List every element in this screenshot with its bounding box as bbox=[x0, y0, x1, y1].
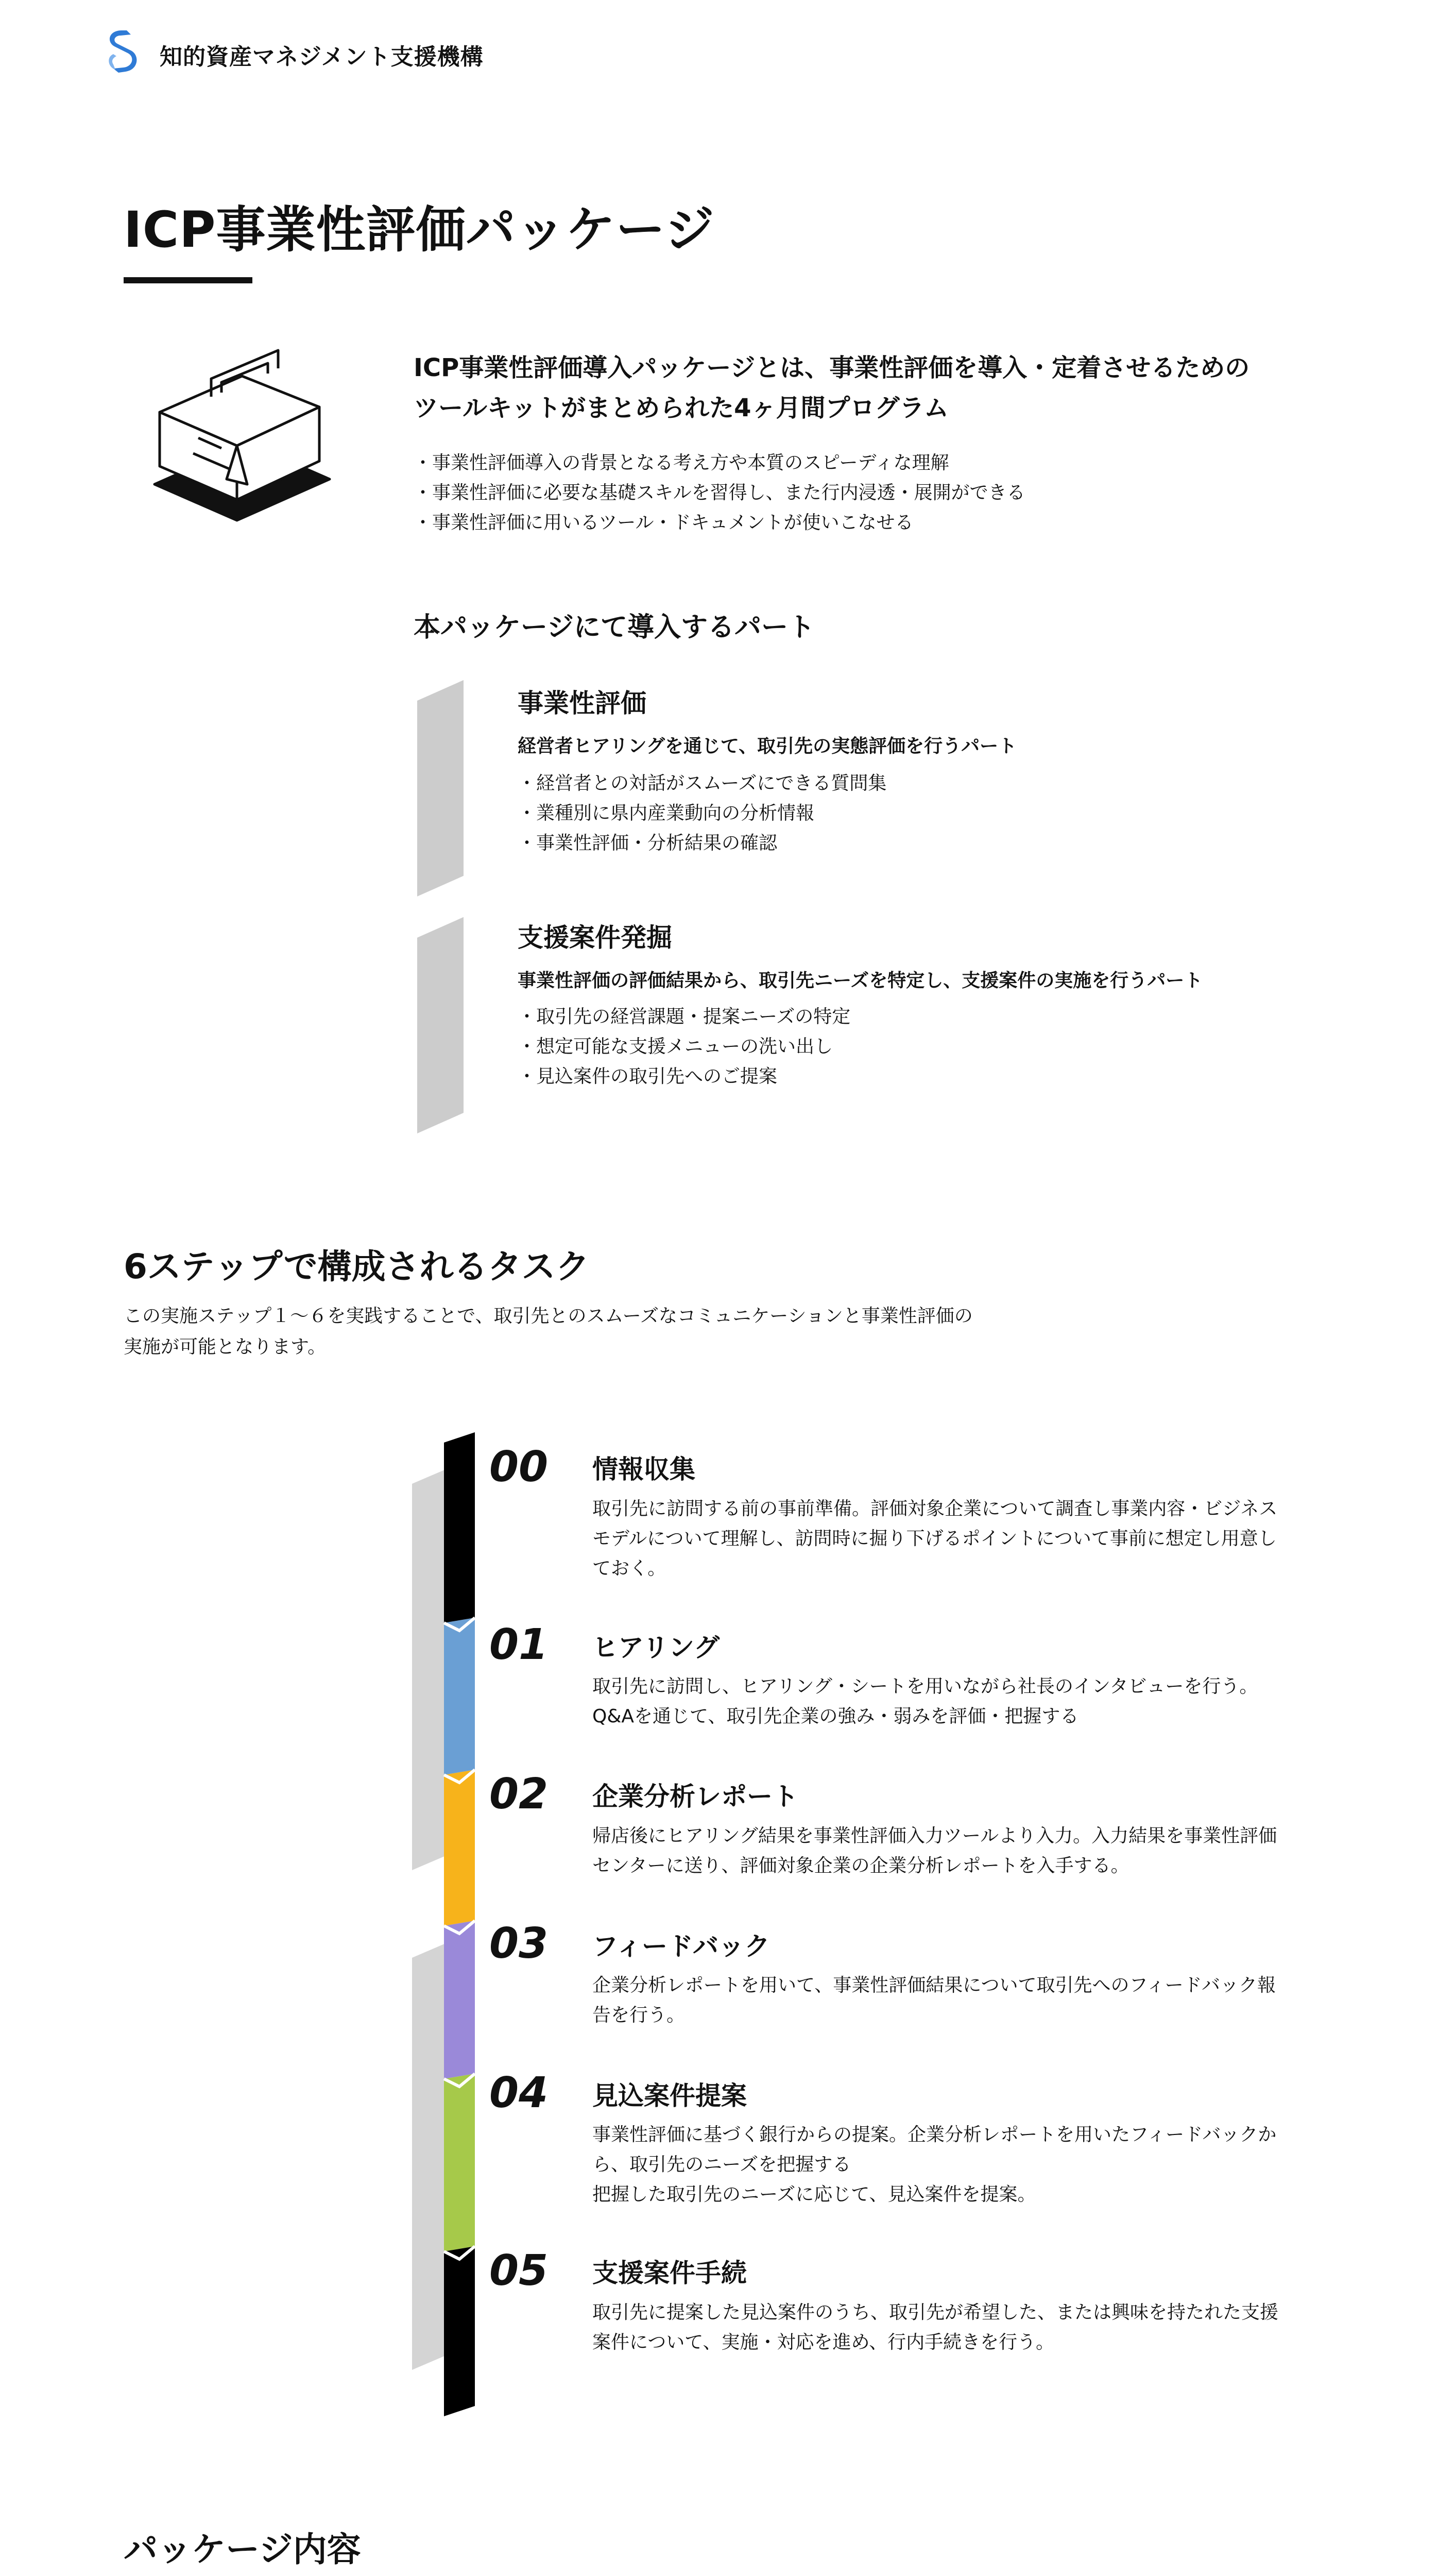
step-number-04: 04 bbox=[489, 2069, 549, 2117]
intro-headline-line-2: ツールキットがまとめられた4ヶ月間プログラム bbox=[414, 394, 949, 422]
step-desc-line: ておく。 bbox=[592, 1558, 666, 1579]
list-item: ・業種別に県内産業動向の分析情報 bbox=[518, 803, 815, 824]
step-desc-02 bbox=[592, 1821, 1313, 1881]
step-desc-line: 帰店後にヒアリング結果を事業性評価入力ツールより入力。入力結果を事業性評価 bbox=[592, 1825, 1277, 1846]
steps-section-title: 6ステップで構成されるタスク bbox=[124, 1247, 590, 1286]
list-item: ・事業性評価・分析結果の確認 bbox=[518, 833, 778, 854]
step-desc-line: モデルについて理解し、訪問時に掘り下げるポイントについて事前に想定し用意し bbox=[592, 1528, 1277, 1549]
title-underline bbox=[124, 277, 252, 283]
step-title-05: 支援案件手続 bbox=[592, 2258, 747, 2288]
part-bullet-list-support bbox=[518, 1002, 1290, 1092]
step-desc-line: 取引先に提案した見込案件のうち、取引先が希望した、または興味を持たれた支援 bbox=[592, 2302, 1279, 2323]
org-name[interactable]: 知的資産マネジメント支援機構 bbox=[160, 44, 484, 70]
step-desc-line: 告を行う。 bbox=[592, 2005, 686, 2026]
step-title-00: 情報収集 bbox=[592, 1454, 695, 1484]
step-desc-line: 事業性評価に基づく銀行からの提案。企業分析レポートを用いたフィードバックか bbox=[592, 2124, 1277, 2145]
step-number-03: 03 bbox=[489, 1919, 549, 1968]
step-timeline bbox=[407, 1432, 489, 2421]
timeline-segment-00 bbox=[444, 1432, 475, 1623]
part-subtitle-evaluation: 経営者ヒアリングを通じて、取引先の実態評価を行うパート bbox=[518, 736, 1017, 757]
timeline-segment-05 bbox=[444, 2246, 475, 2416]
step-number-05: 05 bbox=[489, 2246, 549, 2295]
page-title: ICP事業性評価パッケージ bbox=[124, 201, 715, 259]
part-bar-evaluation bbox=[412, 680, 469, 896]
step-desc-01 bbox=[592, 1672, 1313, 1732]
steps-desc-line-2: 実施が可能となります。 bbox=[124, 1336, 327, 1358]
steps-desc-line-1: この実施ステップ１〜６を実践することで、取引先とのスムーズなコミュニケーションと事業性評価の bbox=[124, 1306, 973, 1327]
part-title-evaluation: 事業性評価 bbox=[518, 688, 646, 718]
timeline-shadow-upper bbox=[412, 1468, 448, 1870]
part-bar-support bbox=[412, 917, 469, 1133]
step-desc-04 bbox=[592, 2120, 1313, 2210]
step-desc-05 bbox=[592, 2298, 1313, 2358]
step-desc-line: ら、取引先のニーズを把握する bbox=[592, 2154, 851, 2175]
step-desc-line: 取引先に訪問する前の事前準備。評価対象企業について調査し事業内容・ビジネス bbox=[592, 1498, 1278, 1519]
list-item: ・事業性評価に用いるツール・ドキュメントが使いこなせる bbox=[414, 512, 914, 533]
timeline-segment-04 bbox=[444, 2074, 475, 2251]
step-desc-00 bbox=[592, 1494, 1313, 1584]
step-desc-line: 把握した取引先のニーズに応じて、見込案件を提案。 bbox=[592, 2184, 1036, 2205]
step-title-04: 見込案件提案 bbox=[592, 2081, 747, 2111]
step-desc-line: センターに送り、評価対象企業の企業分析レポートを入手する。 bbox=[592, 1855, 1129, 1876]
intro-bullet-list bbox=[414, 448, 1341, 538]
step-title-02: 企業分析レポート bbox=[592, 1782, 798, 1811]
step-number-01: 01 bbox=[489, 1620, 549, 1669]
timeline-segment-01 bbox=[444, 1618, 475, 1775]
step-desc-line: 取引先に訪問し、ヒアリング・シートを用いながら社長のインタビューを行う。 bbox=[592, 1676, 1258, 1697]
package-section-title: パッケージ内容 bbox=[124, 2530, 361, 2569]
step-desc-line: 案件について、実施・対応を進め、行内手続きを行う。 bbox=[592, 2332, 1055, 2353]
list-item: ・経営者との対話がスムーズにできる質問集 bbox=[518, 773, 887, 794]
step-desc-line: Q&Aを通じて、取引先企業の強み・弱みを評価・把握する bbox=[592, 1706, 1079, 1727]
parts-section-title: 本パッケージにて導入するパート bbox=[414, 612, 815, 643]
intro-headline-line-1: ICP事業性評価導入パッケージとは、事業性評価を導入・定着させるための bbox=[414, 353, 1250, 382]
toolbox-icon bbox=[149, 330, 335, 526]
list-item: ・見込案件の取引先へのご提案 bbox=[518, 1066, 778, 1087]
list-item: ・事業性評価に必要な基礎スキルを習得し、また行内浸透・展開ができる bbox=[414, 482, 1025, 503]
steps-section-desc bbox=[124, 1301, 1040, 1363]
part-title-support: 支援案件発掘 bbox=[518, 923, 672, 953]
list-item: ・事業性評価導入の背景となる考え方や本質のスピーディな理解 bbox=[414, 452, 949, 473]
timeline-shadow-lower bbox=[412, 1942, 448, 2370]
step-title-01: ヒアリング bbox=[592, 1633, 720, 1663]
step-number-02: 02 bbox=[489, 1770, 549, 1819]
step-desc-03 bbox=[592, 1971, 1313, 2030]
timeline-segment-02 bbox=[444, 1770, 475, 1926]
intro-headline bbox=[414, 348, 1320, 428]
step-number-00: 00 bbox=[489, 1443, 549, 1492]
step-desc-line: 企業分析レポートを用いて、事業性評価結果について取引先へのフィードバック報 bbox=[592, 1975, 1276, 1996]
part-bullet-list-evaluation bbox=[518, 769, 1290, 858]
part-subtitle-support: 事業性評価の評価結果から、取引先ニーズを特定し、支援案件の実施を行うパート bbox=[518, 970, 1203, 991]
logo-mark-icon[interactable] bbox=[103, 28, 140, 75]
timeline-segment-03 bbox=[444, 1921, 475, 2079]
list-item: ・取引先の経営課題・提案ニーズの特定 bbox=[518, 1006, 851, 1027]
step-title-03: フィードバック bbox=[592, 1931, 770, 1961]
list-item: ・想定可能な支援メニューの洗い出し bbox=[518, 1036, 833, 1057]
